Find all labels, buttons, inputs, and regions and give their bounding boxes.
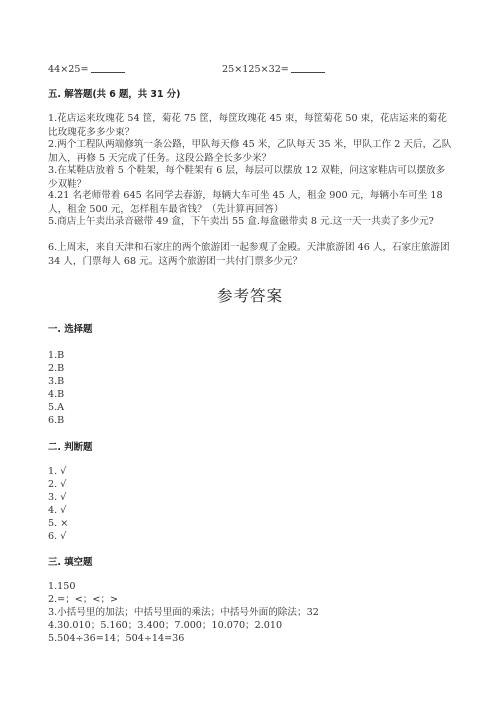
answer-item: 4.B	[48, 389, 65, 400]
answer-blank[interactable]	[91, 62, 125, 73]
answer-heading-fill: 三. 填空题	[48, 557, 93, 568]
answer-item: 5.A	[48, 402, 65, 413]
problem-item: 6.上周末，来自天津和石家庄的两个旅游团一起参观了金殿。天津旅游团 46 人，石家庄旅游团 34 人，门票每人 68 元。这两个旅游团一共付门票多少元？	[48, 242, 450, 267]
problem-item: 3.在某鞋店放着 5 个鞋架，每个鞋架有 6 层，每层可以摆放 12 双鞋，问这家鞋店可以摆放多少双鞋？	[48, 165, 446, 190]
answer-item: 1.150	[48, 581, 76, 592]
answer-item: 4.30.010；5.160；3.400；7.000；10.070；2.010	[48, 620, 283, 631]
answer-item: 5. ×	[48, 518, 69, 529]
calc-item-1	[48, 62, 125, 76]
answer-item: 1. √	[48, 466, 67, 477]
page-title: 参考答案	[216, 287, 283, 305]
problem-item: 1.花店运来玫瑰花 54 筐，菊花 75 筐，每筐玫瑰花 45 束，每筐菊花 50 束，花店运来的菊花比玫瑰花多多少束？	[48, 113, 447, 138]
problem-item: 2.两个工程队两端修筑一条公路，甲队每天修 45 米，乙队每天 35 米，甲队工作 2 天后，乙队加入，再修 5 天完成了任务。这段公路全长多少米？	[48, 139, 452, 164]
answer-item: 6.B	[48, 415, 65, 426]
answer-item: 4. √	[48, 505, 67, 516]
calc-item-2-text: 25×125×32=	[222, 64, 289, 75]
section-heading-5: 五. 解答题(共 6 题，共 31 分)	[48, 89, 181, 100]
answer-item: 6. √	[48, 531, 67, 542]
answer-heading-judge: 二. 判断题	[48, 442, 93, 453]
calc-item-1-text: 44×25=	[48, 64, 89, 75]
problem-item: 4.21 名老师带着 645 名同学去春游，每辆大车可坐 45 人，租金 900 元，每辆小车可坐 18 人，租金 500 元，怎样租车最省钱？（先计算再回答）	[48, 190, 443, 215]
answer-item: 3.B	[48, 376, 65, 387]
answer-heading-choice: 一. 选择题	[48, 324, 93, 335]
answer-item: 2.=；<；<；>	[48, 594, 119, 605]
answer-item: 2.B	[48, 363, 65, 374]
answer-item: 1.B	[48, 350, 65, 361]
calc-item-2	[222, 62, 325, 76]
answer-item: 3. √	[48, 492, 67, 503]
problem-item: 5.商店上午卖出录音磁带 49 盒，下午卖出 55 盒.每盒磁带卖 8 元.这一天一共卖了多少元?	[48, 216, 434, 227]
answer-blank[interactable]	[291, 62, 325, 73]
answer-item: 2. √	[48, 479, 67, 490]
answer-item: 3.小括号里的加法；中括号里面的乘法；中括号外面的除法；32	[48, 607, 319, 618]
answer-item: 5.504÷36=14；504÷14=36	[48, 633, 185, 644]
